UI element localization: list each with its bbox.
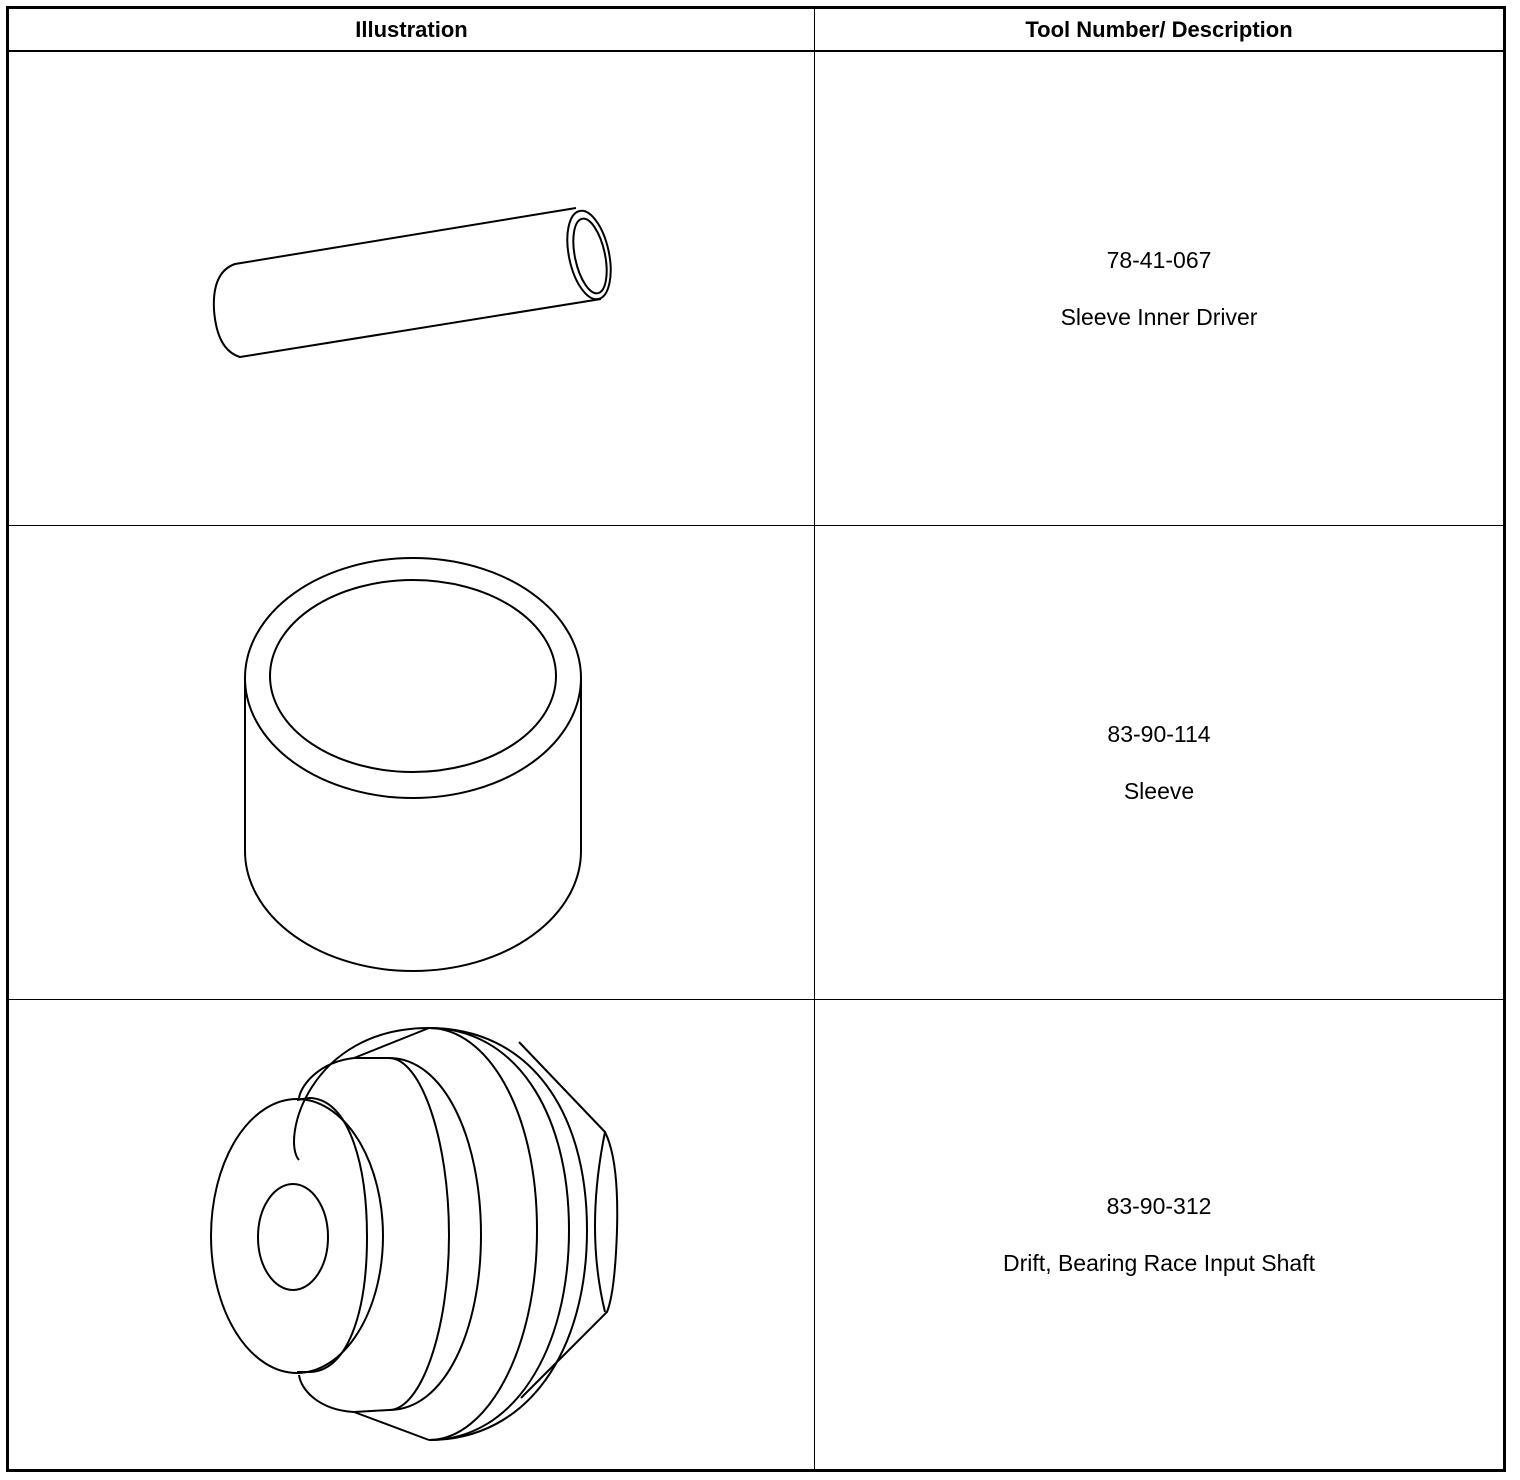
tool-description-cell (815, 526, 1503, 999)
stepped-drift-icon (9, 1000, 815, 1469)
illustration-cell (9, 526, 815, 999)
table-row (9, 52, 1503, 526)
tool-number: 83-90-312 (1106, 1192, 1212, 1219)
illustration-cell (9, 1000, 815, 1469)
tool-number: 83-90-114 (1107, 720, 1211, 747)
tool-description-cell (815, 1000, 1503, 1469)
tool-number: 78-41-067 (1106, 246, 1212, 273)
illustration-cell (9, 52, 815, 525)
tool-description-cell (815, 52, 1503, 525)
tool-description: Sleeve Inner Driver (1060, 303, 1258, 330)
tube-driver-icon (9, 52, 815, 526)
table-header (9, 9, 1503, 52)
sleeve-cylinder-icon (9, 526, 815, 1000)
illustration-column-header: Illustration (9, 9, 815, 50)
table-row (9, 1000, 1503, 1469)
table-row (9, 526, 1503, 1000)
tool-description: Sleeve (1123, 777, 1195, 804)
tool-number-description-column-header: Tool Number/ Description (1025, 16, 1293, 42)
tool-description: Drift, Bearing Race Input Shaft (1003, 1249, 1315, 1276)
tool-table (6, 6, 1506, 1472)
